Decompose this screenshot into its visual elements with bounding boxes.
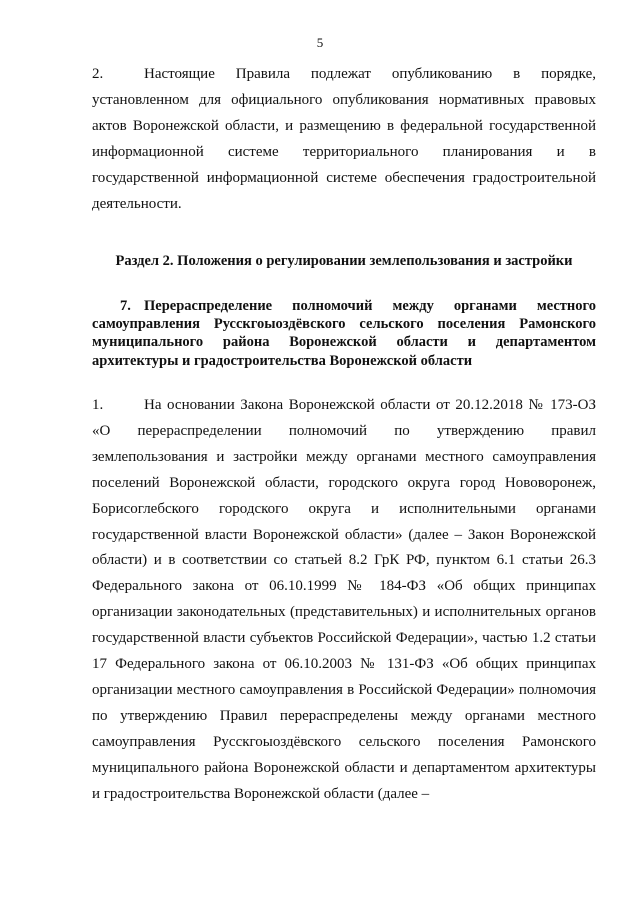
paragraph-1-number: 1. <box>92 397 104 413</box>
paragraph-1 <box>92 393 596 808</box>
paragraph-2-number: 2. <box>92 66 104 82</box>
page-number: 5 <box>316 35 324 50</box>
subsection-7-number: 7. <box>120 298 131 314</box>
paragraph-2-text: Настоящие Правила подлежат опубликованию в порядке, установленном для официального опубликования нормативных правовых актов Воронежской области, и размещению в федеральной государственной информационной системе территориального планирования и в государственной информационной системе обеспечения градостроительной деятельности. <box>92 66 596 212</box>
subsection-7-title: Перераспределение полномочий между органами местного самоуправления Русскгоыоздёвского сельского поселения Рамонского муниципального района Воронежской области и департаментом архитектуры и градостроительства Воронежской области <box>92 298 596 369</box>
paragraph-2 <box>92 62 596 217</box>
section-heading: Раздел 2. Положения о регулировании землепользования и застройки <box>115 253 573 269</box>
paragraph-1-text: На основании Закона Воронежской области от 20.12.2018 № 173-ОЗ «О перераспределении полномочий по утверждению правил землепользования и застройки между органами местного самоуправления поселений Воронежской области, городского округа город Нововоронеж, Борисоглебского городского округа и исполнительными органами государственной власти Воронежской области» (далее – Закон Воронежской области) и в соответствии со статьей 8.2 ГрК РФ, пунктом 6.1 статьи 26.3 Федерального закона от 06.10.1999 № 184-ФЗ «Об общих принципах организации законодательных (представительных) и исполнительных органов государственной власти субъектов Российской Федерации», частью 1.2 статьи 17 Федерального закона от 06.10.2003 № 131-ФЗ «Об общих принципах организации местного самоуправления в Российской Федерации» полномочия по утверждению Правил перераспределены между органами местного самоуправления Русскгоыоздёвского сельского поселения Рамонского муниципального района Воронежской области и департаментом архитектуры и градостроительства Воронежской области (далее – <box>92 397 596 802</box>
subsection-7-heading <box>92 297 596 370</box>
